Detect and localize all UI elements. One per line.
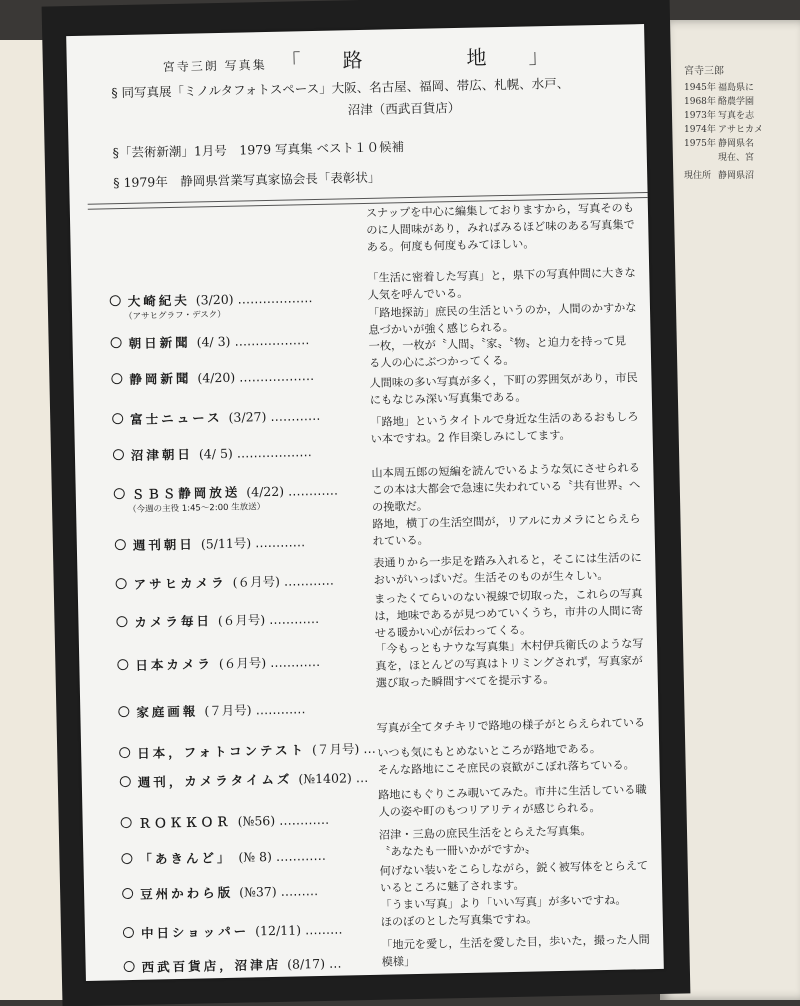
review-line: 「今もっともナウな写真集」木村伊兵衛氏のような写 [374,637,644,656]
leader-dots: ………… [269,653,321,671]
review-text [369,369,652,409]
review-text [370,408,653,448]
leader-dots: ……… [304,921,343,938]
publication-name: 沼津朝日 [130,446,194,463]
review-line: 人間味の多い写真が多く，下町の雰囲気があり，市民 [369,371,638,390]
review-text [369,332,652,372]
publication [133,571,334,593]
review-text [375,635,658,692]
review-text [371,459,654,516]
review-sheet [66,24,664,981]
review-line: 息づかいが強く感じられる。 [368,320,514,337]
review-text [374,585,657,642]
review-line: いつも気にもとめないところが路地である。 [377,742,602,760]
review-text [380,891,663,931]
publication-name: 朝日新聞 [128,334,191,351]
publication [129,366,314,388]
review-line: る人の心にぶつかってくる。 [368,353,515,370]
publication-date: (4/20) [197,369,236,386]
review-line: 「路地探訪」庶民の生活というのか，人間のかすかな [367,301,637,320]
publication-date: (№ 8) [238,849,273,865]
leader-dots: ………… [255,534,306,551]
bullet-circle-icon [124,961,135,972]
publication [130,406,321,428]
award-line-1: §「芸術新潮」1月号 1979 写真集 ベスト１０候補 [112,139,405,161]
publication-name: 「あきんど」 [139,849,233,867]
review-line: 路地，横丁の生活空間が，リアルにカメラにとらえら [372,512,641,531]
leader-dots: ………… [283,572,335,589]
review-line: まったくてらいのない視線で切取った，これらの写真 [373,587,643,606]
bullet-circle-icon [123,927,134,938]
leader-dots: ……………… [236,444,312,461]
exhibition-line: § 同写真展「ミノルタフォトスペース」大阪、名古屋、福岡、帯広、札幌、水戸、 [111,75,570,101]
publication-name: ＲＯＫＫＯＲ [138,813,232,831]
bullet-circle-icon [116,578,127,589]
publication-name: アサヒカメラ [133,574,227,592]
bio-row: 現住所 静岡県沼 [684,171,755,181]
review-line: 真を，ほとんどの写真はトリミングされず，写真家が [375,654,643,673]
review-line: 「うまい写真」より「いい写真」が多いですね。 [380,893,627,912]
bio-row: 1973年 写真を志 [684,111,755,121]
publication-name: 豆州かわら版 [139,884,234,902]
publication-subtitle: （アサヒグラフ・デスク） [123,309,226,323]
review-line: そんな路地にこそ庶民の哀歓がこぼれ落ちている。 [377,758,635,777]
leader-dots: ……………… [239,368,315,385]
bio-row: 1968年 酪農学園 [684,97,755,107]
publication [131,442,312,464]
publication-date: (６月号) [232,573,281,590]
publication-date: (№56) [237,812,276,829]
review-line: せる暖かい心が伝わってくる。 [374,623,532,640]
review-line: スナップを中心に編集しておりますから，写真そのも [365,201,635,220]
publication-date: (６月号) [217,612,266,629]
publication [132,481,339,503]
publication-name: 週刊朝日 [132,536,196,553]
publication-name: ＳＢＳ静岡放送 [131,484,241,502]
review-line: この本は大都会で急速に失われている〝共有世界〟へ [371,478,641,497]
bullet-circle-icon [110,337,121,348]
bullet-circle-icon [110,295,121,306]
publication-subtitle: （今週の主役 1:45〜2:00 生放送） [127,502,266,515]
bullet-circle-icon [112,413,123,424]
bullet-circle-icon [117,659,128,670]
leader-dots: ………… [255,701,306,718]
publication-name: カメラ毎日 [134,613,213,630]
publication-date: (12/11) [255,922,302,939]
bio-row: 現在、宮 [718,153,755,163]
bullet-circle-icon [121,817,132,828]
publication-date: (8/17) [287,955,326,972]
review-text [366,199,649,256]
review-line: にもなじみ深い写真集である。 [369,390,527,407]
publication [139,846,326,868]
publication [128,330,309,352]
bio-list [684,65,800,183]
review-line: 沼津・三島の庶民生活をとらえた写真集。 [378,824,592,842]
award-line-2: § 1979年 静岡県営業写真家協会長「表彰状」 [113,169,381,191]
publication-name: 日本カメラ [135,656,214,673]
publication [141,920,343,942]
exhibition-line-cont: 沼津（西武百貨店） [347,99,461,118]
publication-date: (4/22) [246,483,285,500]
leader-dots: ………… [275,847,327,864]
bullet-circle-icon [114,488,125,499]
publication-date: (№37) [238,883,277,900]
bullet-circle-icon [121,853,132,864]
review-line: は，地味であるが見つめていくうち，市井の人間に寄 [374,604,643,623]
publication-name: 富士ニュース [130,409,223,427]
leader-dots: … [328,955,342,971]
leader-dots: ……………… [234,332,310,349]
review-line: 人気を呼んでいる。 [367,286,469,302]
publication [133,532,306,554]
publication-name: 西武百貨店，沼津店 [141,956,282,975]
publication-date: (７月号) [311,741,360,758]
publication-name: 大崎紀夫 [127,292,190,309]
publication-date: (3/20) [195,291,234,308]
leader-dots: ………… [269,610,320,628]
review-line: 一枚，一枚が〝人間〟〝家〟〝物〟と迫力を持って見 [368,334,627,353]
review-line: 表通りから一歩足を踏み入れると，そこには生活のに [373,551,642,570]
book-title: 「路 地」 [280,43,591,74]
bullet-circle-icon [118,706,129,717]
review-text [372,510,655,550]
review-line: 「生活に密着した写真」と，県下の写真仲間に大きな [367,266,636,285]
review-line: 写真が全てタチキリで路地の様子がとらえられている [376,716,646,735]
publication-date: (６月号) [218,655,267,672]
publication [136,699,306,721]
bullet-circle-icon [116,616,127,627]
review-text [379,821,662,861]
publication [138,810,329,832]
leader-dots: ………… [270,407,321,424]
publication-name: 家庭画報 [136,703,199,720]
review-line: 〝あなたも一冊いかがですか〟 [379,842,537,859]
review-line: ある。何度も何度もみてほしい。 [366,237,535,254]
bio-row: 1974年 アサヒカメ [684,125,764,135]
bullet-circle-icon [119,747,130,758]
author-label: 宮寺三朗 写真集 [162,57,267,75]
leader-dots: ……………… [237,290,313,307]
publication-name: 日本，フォトコンテスト [137,742,307,761]
review-line: 模様」 [381,955,416,969]
bio-row: 1975年 静岡県名 [684,139,755,149]
publication [140,881,318,903]
title-line [162,39,590,77]
review-line: おいがいっぱいだ。生活そのものが生々しい。 [373,568,609,587]
review-line: い本ですね。2 作目楽しみにしてます。 [370,428,571,446]
leader-dots: ……… [280,883,319,899]
review-text [367,264,650,304]
leader-dots: ………… [278,811,330,828]
bullet-circle-icon [120,776,131,787]
publication [128,288,313,310]
publication [135,652,320,674]
leader-dots: … [355,769,369,786]
review-line: 「地元を愛し，生活を愛した目，歩いた，撮った人間 [381,933,650,952]
review-line: 人の姿や町のもつリアリティが感じられる。 [378,801,601,819]
review-line: 選び取った瞬間すべてを提示する。 [375,673,555,690]
publication-date: (4/ 5) [198,445,233,462]
leader-dots: ………… [287,482,339,499]
review-line: 山本周五郎の短編を読んでいるような気にさせられる [371,461,640,480]
review-line: の挽歌だ。 [371,499,429,514]
leader-dots: … [363,740,376,757]
review-line: 「路地」というタイトルで身近な生活のあるおもしろ [370,410,639,429]
publication-date: (5/11号) [200,535,252,552]
publication [134,609,319,631]
bio-row: 1945年 福島県に [684,83,755,93]
review-line: いるところに魅了されます。 [379,878,525,895]
publication-date: (4/ 3) [196,333,231,350]
review-line: 路地にもぐりこみ覗いてみた。市井に生活している職 [377,783,647,802]
publication [141,954,341,976]
bio-title: 宮寺三郎 [684,66,724,77]
review-text [373,549,656,589]
review-text [381,931,664,971]
publication [137,739,376,762]
publication-name: 中日ショッパー [140,923,250,941]
bullet-circle-icon [122,888,133,899]
publication-date: (3/27) [228,409,267,425]
review-line: のに人間味があり，みればみるほど味のある写真集で [366,218,635,237]
publication-date: (７月号) [204,702,252,719]
review-text [377,714,659,737]
review-text [378,781,661,821]
review-line: ほのぼのとした写真集ですね。 [380,912,538,929]
publication-date: (№1402) [298,770,352,787]
bullet-circle-icon [113,449,124,460]
publication-name: 週刊，カメラタイムズ [137,771,293,790]
publication [138,768,369,791]
bullet-circle-icon [115,539,126,550]
bullet-circle-icon [111,373,122,384]
publication-name: 静岡新聞 [129,370,192,387]
review-text [377,739,660,779]
review-line: れている。 [372,533,429,548]
review-line: 何げない装いをこらしながら，鋭く被写体をとらえて [379,859,649,878]
